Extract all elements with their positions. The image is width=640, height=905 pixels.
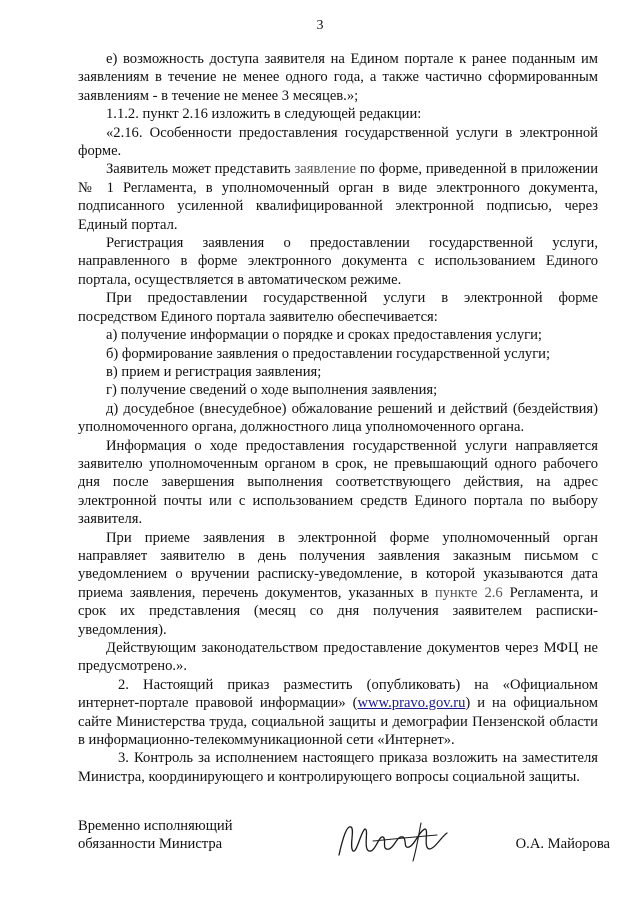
list-item-b: б) формирование заявления о предоставлении государственной услуги; <box>106 345 551 362</box>
signatory-title-line-2: обязанности Министра <box>78 836 223 853</box>
list-item-g: г) получение сведений о ходе выполнения заявления; <box>106 382 438 399</box>
paragraph-publication <box>78 676 598 750</box>
paragraph-applicant-submit <box>78 160 598 234</box>
application-form-link[interactable]: заявление <box>294 161 357 178</box>
signatory-title <box>78 817 298 854</box>
paragraph-publication-text-b: ) и на официальном сайте Министерства труда, социальной защиты и демографии Пензенской области в информационно-телекоммуникационной сети «Интернет». <box>78 695 598 749</box>
clause-2-6-link[interactable]: пункте 2.6 <box>434 584 503 601</box>
signatory-name: О.А. Майорова <box>515 836 610 852</box>
paragraph-section-2-16-heading: «2.16. Особенности предоставления государственной услуги в электронной форме. <box>78 124 598 160</box>
paragraph-control: 3. Контроль за исполнением настоящего приказа возложить на заместителя Министра, координирующего и контролирующего вопросы социальной защиты. <box>78 750 598 785</box>
paragraph-applicant-submit-text-b: по форме, приведенной в приложении № 1 Регламента, в уполномоченный орган в виде электронного документа, подписанного усиленной квалифицированной электронной подписью, через Единый портал. <box>78 161 599 233</box>
pravo-gov-link[interactable]: www.pravo.gov.ru <box>357 695 466 712</box>
paragraph-receipt-notice <box>78 529 598 639</box>
paragraph-item-e: е) возможность доступа заявителя на Едином портале к ранее поданным им заявлениям в течение не менее одного года, а также частично сформированным заявлениям - в течение не менее 3 месяцев.»; <box>78 51 598 104</box>
list-item-a: а) получение информации о порядке и сроках предоставления услуги; <box>106 327 542 344</box>
page-number: 3 <box>316 18 324 33</box>
paragraph-applicant-submit-text-a: Заявитель может представить <box>106 161 295 178</box>
paragraph-amendment-2-16: 1.1.2. пункт 2.16 изложить в следующей редакции: <box>106 106 422 123</box>
list-item-d: д) досудебное (внесудебное) обжалование решений и действий (бездействия) уполномоченного органа, должностного лица уполномоченного органа. <box>78 400 598 436</box>
paragraph-publication-text-a: 2. Настоящий приказ разместить (опубликовать) на «Официальном интернет-портале правовой информации» ( <box>78 676 598 712</box>
paragraph-receipt-notice-text-a: При приеме заявления в электронной форме уполномоченный орган направляет заявителю в день получения заявления заказным письмом с уведомлением о вручении расписку-уведомление, в которой указываются дата приема заявления, перечень документов, указанных в <box>78 529 598 601</box>
paragraph-progress-info: Информация о ходе предоставления государственной услуги направляется заявителю уполномоченным органом в срок, не превышающий одного рабочего дня после завершения выполнения соответствующего действия, на адрес электронной почты или с использованием средств Единого портала по выбору заявителя. <box>78 437 598 528</box>
paragraph-electronic-provision: При предоставлении государственной услуги в электронной форме посредством Единого портала заявителю обеспечивается: <box>78 290 598 325</box>
list-item-c: в) прием и регистрация заявления; <box>106 363 322 380</box>
paragraph-registration: Регистрация заявления о предоставлении государственной услуги, направленного в форме электронного документа с использованием Единого портала, осуществляется в автоматическом режиме. <box>78 235 598 288</box>
paragraph-receipt-notice-text-b: Регламента, и срок их представления (месяц со дня получения заявителем расписки-уведомления). <box>78 584 599 638</box>
signatory-title-line-1: Временно исполняющий <box>78 818 233 834</box>
document-body <box>78 50 598 786</box>
signature-block <box>78 817 610 867</box>
paragraph-mfc: Действующим законодательством предоставление документов через МФЦ не предусмотрено.». <box>78 640 598 675</box>
handwritten-signature <box>333 817 453 863</box>
